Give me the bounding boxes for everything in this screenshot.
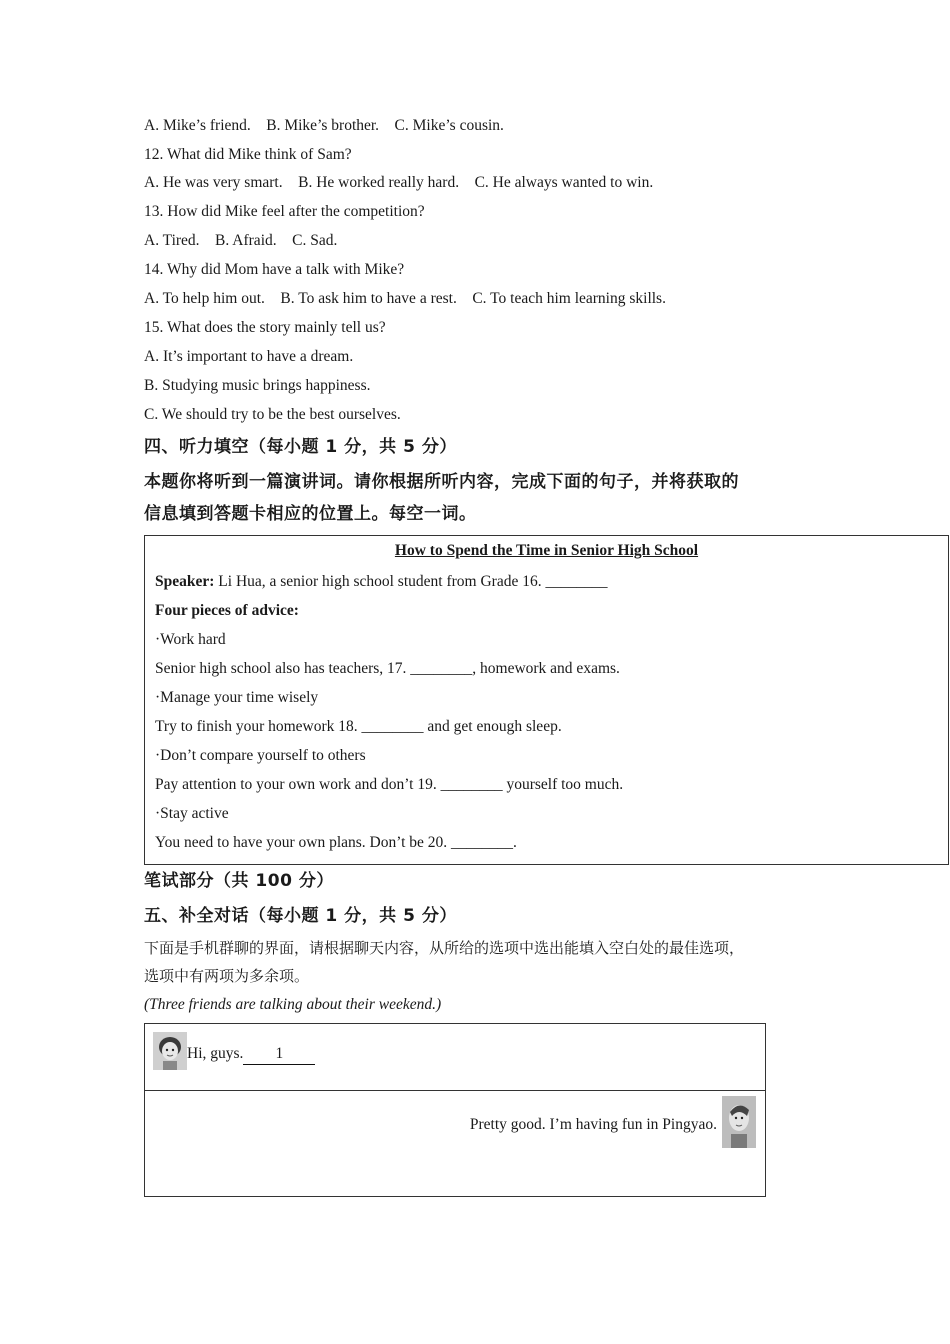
written-part-heading: 笔试部分（共 100 分）	[144, 871, 334, 891]
advice-label: Four pieces of advice:	[155, 602, 299, 619]
chat-message-2: Pretty good. I’m having fun in Pingyao.	[469, 1116, 717, 1133]
q12-options: A. He was very smart. B. He worked really hard. C. He always wanted to win.	[144, 174, 654, 191]
advice-item-3: ·Don’t compare yourself to others	[155, 747, 366, 764]
speaker-text: Li Hua, a senior high school student from Grade 16. ________	[214, 573, 608, 590]
section4-instruction-2: 信息填到答题卡相应的位置上。每空一词。	[144, 504, 477, 524]
avatar-boy-icon	[722, 1096, 756, 1148]
advice-item-4-text: You need to have your own plans. Don’t be 20. ________.	[155, 834, 517, 851]
message-1-text: Hi, guys.	[187, 1045, 244, 1062]
section5-instruction-1: 下面是手机群聊的界面，请根据聊天内容，从所给的选项中选出能填入空白处的最佳选项，	[144, 939, 745, 957]
message-1-blank-number: 1	[275, 1045, 284, 1062]
advice-item-4: ·Stay active	[155, 805, 229, 822]
q13-options: A. Tired. B. Afraid. C. Sad.	[144, 232, 338, 249]
q11-options: A. Mike’s friend. B. Mike’s brother. C. Mike’s cousin.	[144, 117, 504, 134]
chat-message-1	[187, 1044, 315, 1065]
q14-question: 14. Why did Mom have a talk with Mike?	[144, 261, 405, 278]
q15-option-b: B. Studying music brings happiness.	[144, 377, 371, 394]
section5-heading: 五、补全对话（每小题 1 分，共 5 分）	[144, 906, 457, 926]
advice-item-2: ·Manage your time wisely	[155, 689, 319, 706]
avatar-girl-icon	[153, 1032, 187, 1070]
advice-item-1: ·Work hard	[155, 631, 226, 648]
message-1-blank	[243, 1044, 315, 1065]
section5-context: (Three friends are talking about their weekend.)	[144, 996, 442, 1013]
advice-item-3-text: Pay attention to your own work and don’t 19. ________ yourself too much.	[155, 776, 624, 793]
q15-option-c: C. We should try to be the best ourselves.	[144, 406, 401, 423]
q15-option-a: A. It’s important to have a dream.	[144, 348, 354, 365]
speaker-line	[155, 572, 607, 592]
chat-divider	[145, 1090, 765, 1091]
q12-question: 12. What did Mike think of Sam?	[144, 146, 352, 163]
advice-item-2-text: Try to finish your homework 18. ________ and get enough sleep.	[155, 718, 562, 735]
box-title: How to Spend the Time in Senior High School	[394, 542, 699, 559]
section4-instruction-1: 本题你将听到一篇演讲词。请你根据所听内容，完成下面的句子，并将获取的	[144, 472, 739, 492]
group-chat-box	[144, 1023, 766, 1197]
q14-options: A. To help him out. B. To ask him to have a rest. C. To teach him learning skills.	[144, 290, 666, 307]
q15-question: 15. What does the story mainly tell us?	[144, 319, 386, 336]
q13-question: 13. How did Mike feel after the competition?	[144, 203, 425, 220]
listening-notes-box	[144, 535, 949, 865]
section4-heading: 四、听力填空（每小题 1 分，共 5 分）	[144, 437, 457, 457]
advice-item-1-text: Senior high school also has teachers, 17. ________, homework and exams.	[155, 660, 620, 677]
section5-instruction-2: 选项中有两项为多余项。	[144, 967, 310, 985]
speaker-label: Speaker:	[155, 573, 215, 590]
